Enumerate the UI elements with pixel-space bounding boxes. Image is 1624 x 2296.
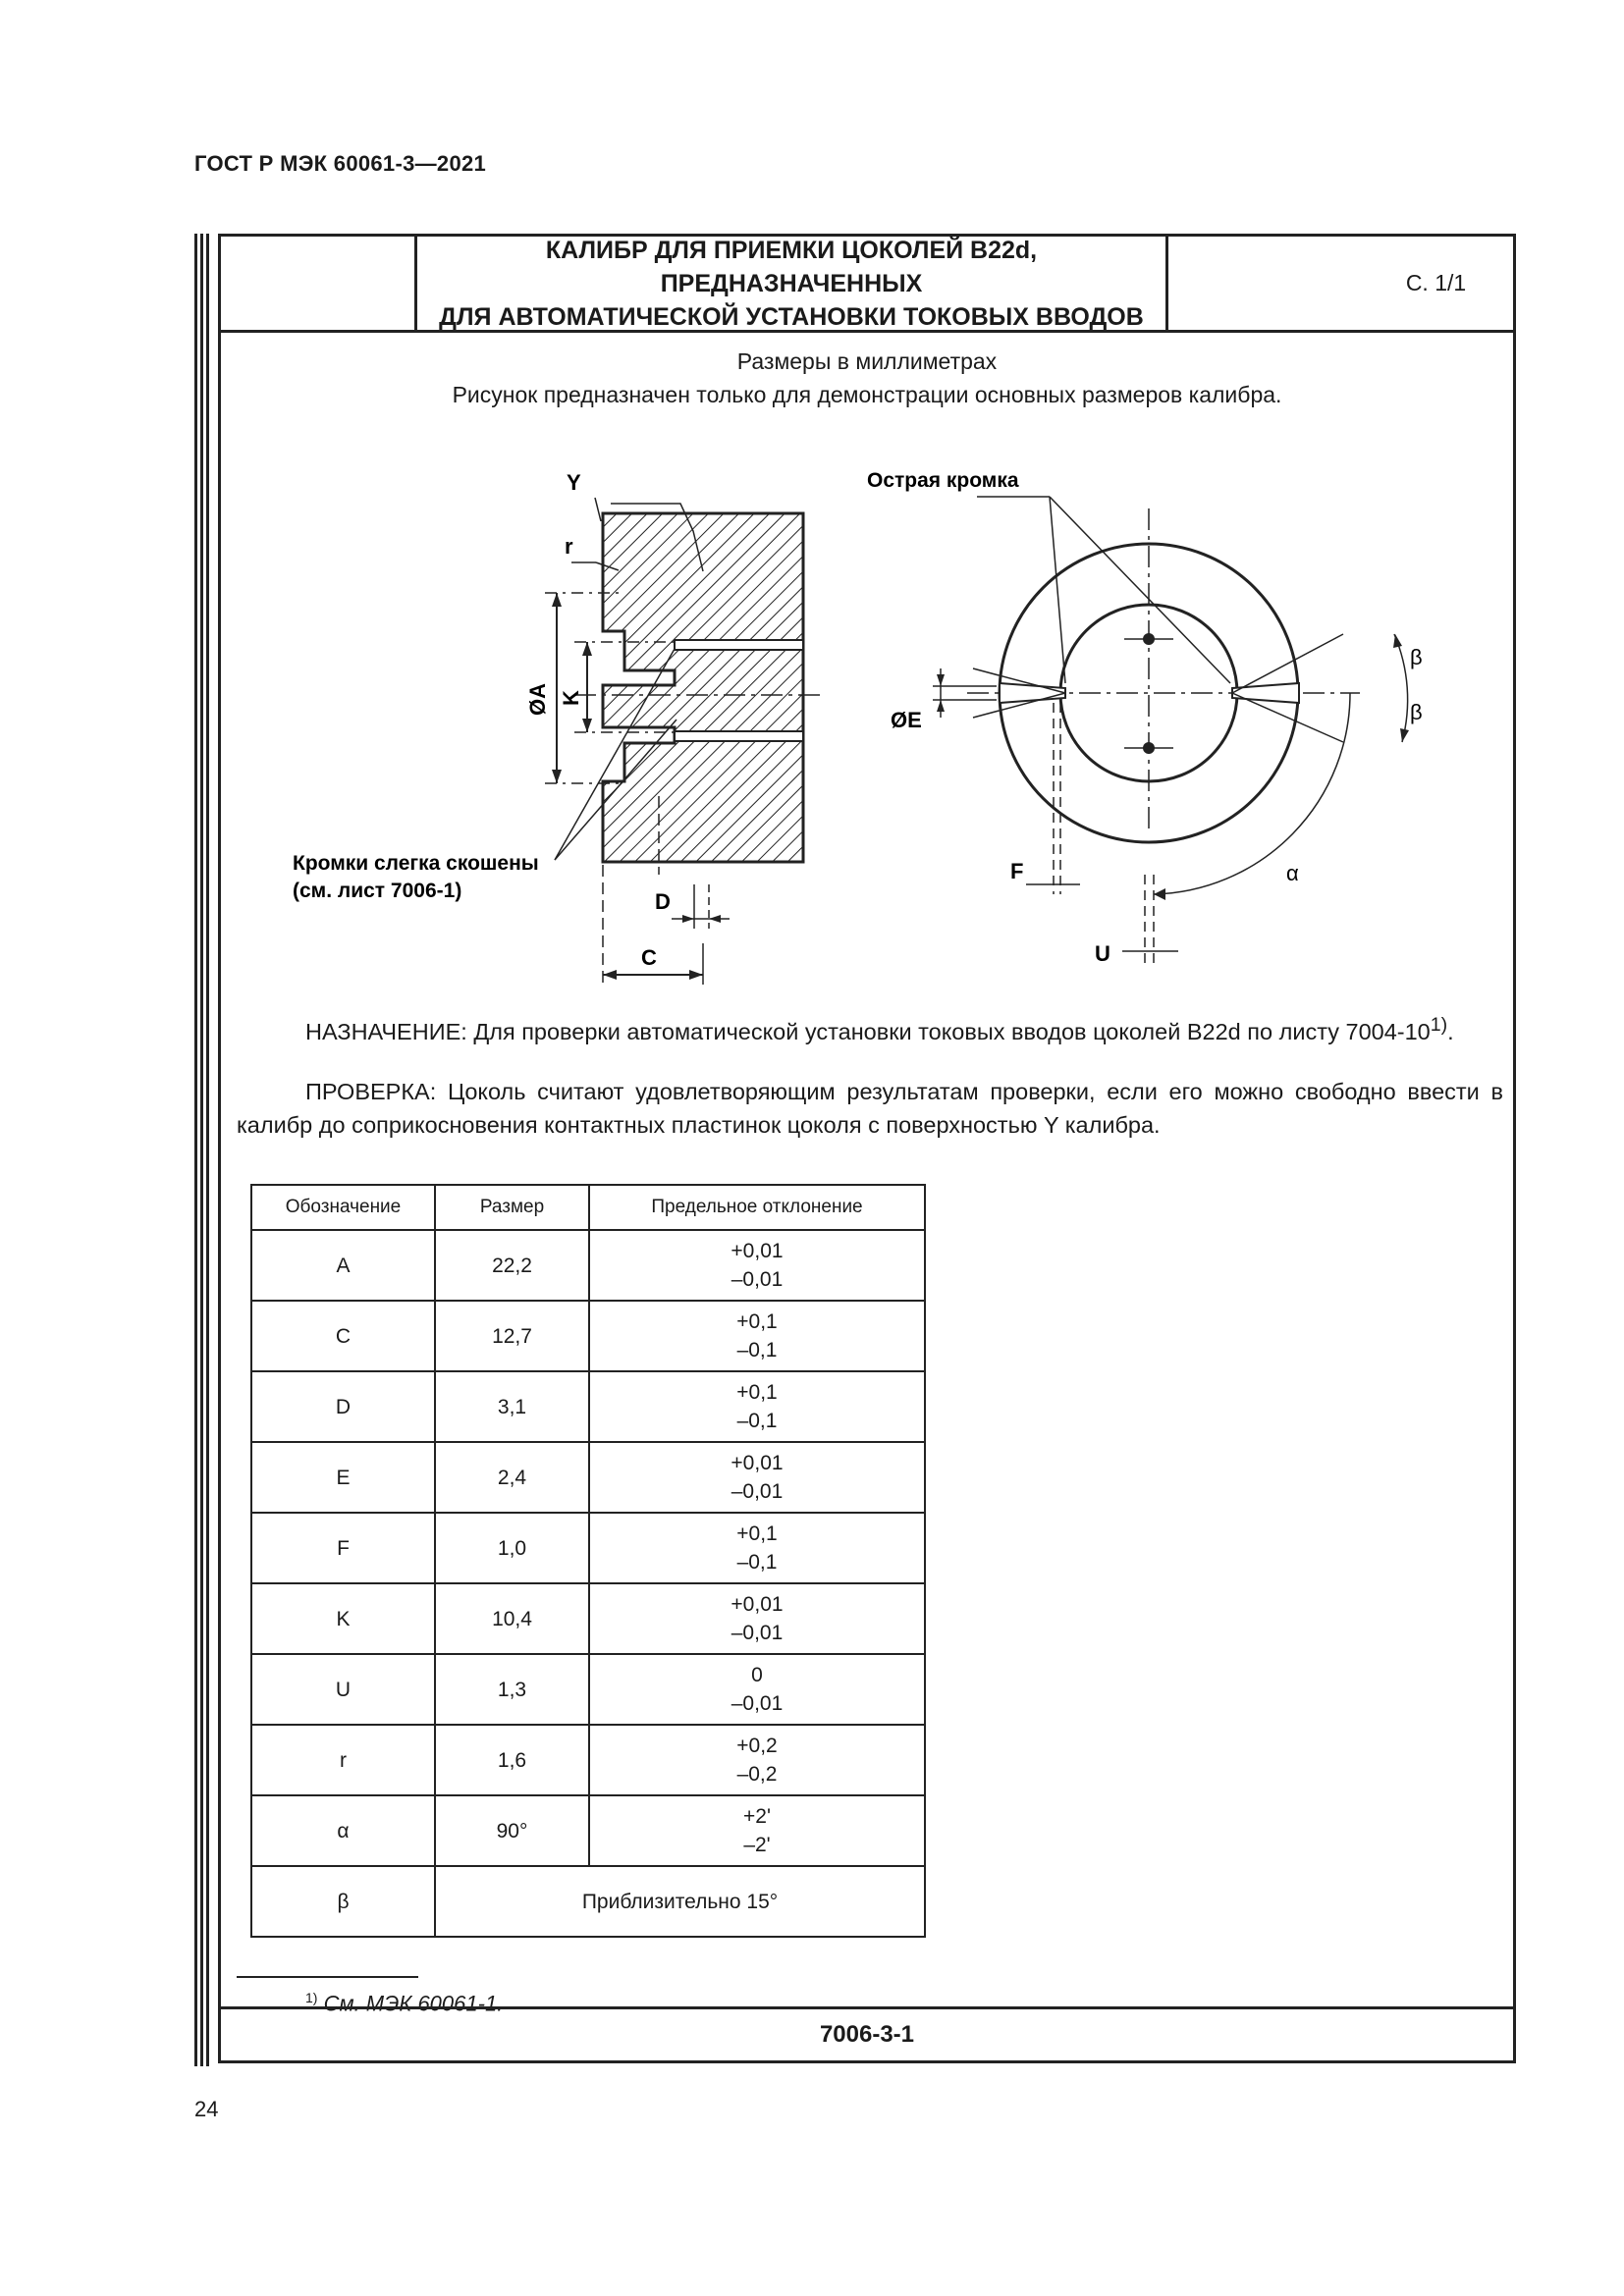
footnote-marker: 1)	[305, 1990, 318, 2005]
footnote-ref: 1)	[1430, 1014, 1448, 1036]
table-row	[251, 1866, 925, 1937]
cell-tolerance	[589, 1371, 925, 1442]
pin-slot	[675, 640, 803, 650]
cell-size: 3,1	[435, 1371, 589, 1442]
footnote-text: См. МЭК 60061-1.	[323, 1991, 504, 2016]
tolerance-upper: +0,2	[736, 1735, 778, 1757]
label-A: ØA	[525, 683, 550, 716]
table-row	[251, 1230, 925, 1301]
cell-size: 10,4	[435, 1583, 589, 1654]
sheet-frame	[218, 234, 1516, 2063]
tolerance-upper: +0,1	[736, 1522, 778, 1545]
label-U: U	[1095, 941, 1110, 966]
header-tolerance: Предельное отклонение	[589, 1185, 925, 1230]
pin-slot	[675, 731, 803, 741]
tolerance-upper: +0,01	[731, 1240, 784, 1262]
sheet-number: 7006-3-1	[221, 2006, 1513, 2060]
tolerance-upper: 0	[751, 1664, 763, 1686]
cell-designation: U	[251, 1654, 435, 1725]
label-F: F	[1010, 859, 1024, 883]
cell-size: 12,7	[435, 1301, 589, 1371]
cell-designation: D	[251, 1371, 435, 1442]
section-view	[545, 498, 825, 985]
label-beta-upper: β	[1410, 645, 1423, 669]
label-sharp-edge: Острая кромка	[867, 469, 1019, 492]
cell-tolerance	[589, 1301, 925, 1371]
cell-size: 1,3	[435, 1654, 589, 1725]
table-row	[251, 1583, 925, 1654]
cell-tolerance	[589, 1725, 925, 1795]
tolerance-lower: –0,1	[736, 1551, 778, 1574]
side-rule	[200, 234, 203, 2066]
cell-tolerance	[589, 1654, 925, 1725]
gauge-section	[603, 513, 803, 862]
cell-designation: E	[251, 1442, 435, 1513]
cell-tolerance	[589, 1513, 925, 1583]
sheet-title-line2: ДЛЯ АВТОМАТИЧЕСКОЙ УСТАНОВКИ ТОКОВЫХ ВВОДОВ	[439, 302, 1144, 331]
cell-designation: α	[251, 1795, 435, 1866]
table-row	[251, 1654, 925, 1725]
tolerance-lower: –0,01	[731, 1692, 784, 1715]
table-row	[251, 1795, 925, 1866]
cell-size: 90°	[435, 1795, 589, 1866]
table-row	[251, 1442, 925, 1513]
table-row	[251, 1301, 925, 1371]
table-row	[251, 1371, 925, 1442]
tolerance-upper: +0,01	[731, 1593, 784, 1616]
tolerance-lower: –0,01	[731, 1622, 784, 1644]
label-r: r	[565, 534, 573, 559]
tolerance-lower: –0,01	[731, 1268, 784, 1291]
sheet-title-line1: КАЛИБР ДЛЯ ПРИЕМКИ ЦОКОЛЕЙ B22d, ПРЕДНАЗНАЧЕННЫХ	[545, 236, 1038, 297]
footnote-rule	[237, 1976, 418, 1978]
label-bevel-1: Кромки слегка скошены	[293, 852, 539, 875]
header-designation: Обозначение	[251, 1185, 435, 1230]
side-rule	[206, 234, 209, 2066]
tolerance-upper: +0,1	[736, 1381, 778, 1404]
cell-designation: F	[251, 1513, 435, 1583]
purpose-text: НАЗНАЧЕНИЕ: Для проверки автоматической установки токовых вводов цоколей B22d по листу 7004-10	[305, 1018, 1431, 1044]
tolerance-lower: –0,01	[731, 1480, 784, 1503]
check-paragraph: ПРОВЕРКА: Цоколь считают удовлетворяющим результатам проверки, если его можно свободно ввести в калибр до соприкосновения контактных пластинок цоколя с поверхностью Y калибра.	[237, 1079, 1503, 1138]
tolerance-lower: –0,2	[736, 1763, 778, 1786]
label-beta-lower: β	[1410, 700, 1423, 724]
label-E: ØE	[891, 708, 922, 732]
tolerance-lower: –0,1	[736, 1339, 778, 1362]
cell-size: 1,6	[435, 1725, 589, 1795]
label-bevel-2: (см. лист 7006-1)	[293, 880, 462, 902]
label-Y: Y	[567, 470, 581, 495]
page-number: 24	[194, 2097, 219, 2121]
page-ref: С. 1/1	[1405, 270, 1467, 295]
label-alpha: α	[1286, 861, 1299, 885]
tolerance-upper: +0,01	[731, 1452, 784, 1474]
dimensions-note: Размеры в миллиметрах	[736, 348, 998, 374]
cell-tolerance	[589, 1583, 925, 1654]
plan-view	[933, 497, 1409, 963]
dimensions-table	[250, 1184, 926, 1938]
cell-designation: β	[251, 1866, 435, 1937]
tolerance-upper: +0,1	[736, 1310, 778, 1333]
tolerance-lower: –0,1	[736, 1410, 778, 1432]
cell-tolerance	[589, 1442, 925, 1513]
table-row	[251, 1513, 925, 1583]
document-header: ГОСТ Р МЭК 60061-3—2021	[194, 151, 487, 176]
cell-designation: A	[251, 1230, 435, 1301]
label-D: D	[655, 889, 671, 914]
tolerance-lower: –2'	[743, 1834, 771, 1856]
cell-designation: K	[251, 1583, 435, 1654]
cell-designation: C	[251, 1301, 435, 1371]
cell-tolerance	[589, 1795, 925, 1866]
tolerance-upper: +2'	[743, 1805, 771, 1828]
side-rule	[194, 234, 197, 2066]
gauge-drawing	[221, 237, 1513, 992]
cell-designation: r	[251, 1725, 435, 1795]
cell-size: 2,4	[435, 1442, 589, 1513]
figure-note: Рисунок предназначен только для демонстрации основных размеров калибра.	[452, 382, 1282, 407]
cell-size: 22,2	[435, 1230, 589, 1301]
table-header-row	[251, 1185, 925, 1230]
cell-approx-note: Приблизительно 15°	[435, 1866, 925, 1937]
purpose-end: .	[1447, 1018, 1454, 1044]
table-row	[251, 1725, 925, 1795]
label-C: C	[641, 945, 657, 970]
cell-size: 1,0	[435, 1513, 589, 1583]
cell-tolerance	[589, 1230, 925, 1301]
purpose-paragraph	[237, 1008, 1503, 1048]
header-size: Размер	[435, 1185, 589, 1230]
label-K: K	[559, 690, 583, 706]
